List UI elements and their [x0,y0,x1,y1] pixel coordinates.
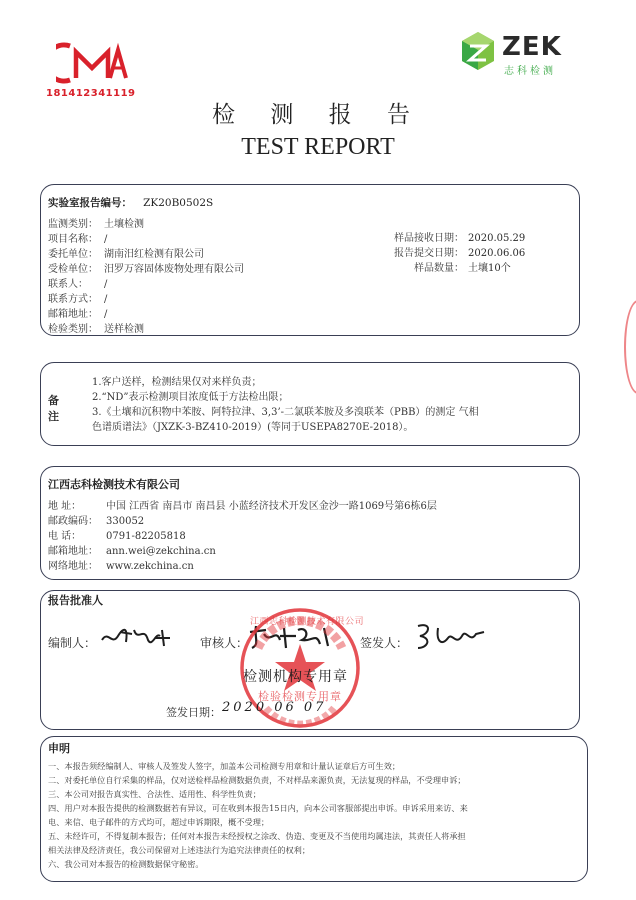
declaration-line: 五、未经许可，不得复制本报告；任何对本报告未经授权之涂改、伪造、变更及不当使用均属违法，其责任人将承担 [48,831,466,841]
info-value: / [104,294,108,305]
declaration-line: 电、来信、电子邮件的方式均可，超过申诉期限，概不受理； [48,817,270,827]
right-value: 2020.05.29 [468,233,526,244]
seal-ring-text: 江西志科检测技术有限公司 [250,617,365,627]
declaration-line: 一、本报告须经编制人、审核人及签发人签字，加盖本公司检测专用章和计量认证章后方可生效； [48,761,401,771]
remark-line: 色谱质谱法》（JXZK-3-BZ410-2019）(等同于USEPA8270E-2018）。 [92,422,414,433]
reviewer-label: 审核人： [200,636,249,650]
cma-logo-icon [56,40,128,86]
right-value: 土壤10个 [468,263,511,274]
info-value: / [104,279,108,290]
info-label: 监测类别： [48,219,98,230]
info-row [48,215,144,229]
approval-title: 报告批准人 [48,594,103,607]
info-row [48,290,107,304]
info-label: 邮箱地址： [48,309,98,320]
declaration-title: 申明 [48,742,70,755]
right-label: 报告提交日期： [394,248,464,259]
info-label: 联系人： [48,279,88,290]
sign-date-value: 2020 06 07 [222,700,327,715]
company-value: 0791-82205818 [106,531,186,542]
company-value: 中国 江西省 南昌市 南昌县 小蓝经济技术开发区金沙一路1069号第6栋6层 [106,501,437,512]
sample-receive-date-row [372,232,525,246]
declaration-line: 二、对委托单位自行采集的样品，仅对送检样品检测数据负责，不对样品来源负责，无法复现的样品，不受理申诉； [48,775,466,785]
info-value: / [104,309,108,320]
declaration-line: 四、用户对本报告提供的检测数据若有异议，可在收到本报告15日内，向本公司客服部提出申诉。申诉采用来访、来 [48,803,468,813]
info-label: 检验类别： [48,324,98,335]
info-row [48,230,107,244]
report-number: ZK20B0502S [143,197,214,209]
company-row [48,512,144,526]
seal-sub-text: 检验检测专用章 [258,690,342,703]
company-row [48,557,194,571]
company-row [48,527,186,541]
right-label: 样品接收日期： [394,233,464,244]
cma-mark [56,40,128,86]
declaration-line: 六、我公司对本报告的检测数据保守秘密。 [48,859,204,869]
company-label: 网络地址： [48,561,98,572]
info-row [48,275,107,289]
info-row [48,260,244,274]
report-number-label: 实验室报告编号： [48,197,132,209]
info-value: 湖南汨红检测有限公司 [104,249,204,260]
info-label: 委托单位： [48,249,98,260]
info-row [48,320,144,334]
info-label: 联系方式： [48,294,98,305]
signer-label: 签发人： [360,636,409,650]
title-cn: 检 测 报 告 [212,102,424,128]
remarks-label-1: 备 [48,394,59,407]
sample-count-row [372,262,511,276]
report-submit-date-row [372,247,525,261]
info-label: 受检单位： [48,264,98,275]
company-row [48,497,437,511]
title-en: TEST REPORT [241,134,395,160]
company-value: 330052 [106,516,145,527]
seal-text: 检测机构专用章 [243,669,348,685]
signer-signature [412,618,492,654]
company-label: 邮箱地址： [48,546,98,557]
sign-date-label: 签发日期： [166,706,221,719]
zek-logo [458,28,588,78]
declaration-line: 相关法律及经济责任，我公司保留对上述违法行为追究法律责任的权利； [48,845,311,855]
remark-line: 3.《土壤和沉积物中苯胺、阿特拉津、3,3’-二氯联苯胺及多溴联苯（PBB）的测定 气相 [92,407,479,418]
zek-hexagon-icon [458,30,498,74]
company-value: ann.wei@zekchina.cn [106,546,216,557]
company-label: 电 话： [48,531,82,542]
info-value: 土壤检测 [104,219,144,230]
report-number-row [48,194,213,208]
edge-stamp-fragment [624,300,636,394]
remarks-label-2: 注 [48,410,59,423]
remark-line: 2.“ND”表示检测项目浓度低于方法检出限； [92,392,289,403]
info-label: 项目名称： [48,234,98,245]
remark-line: 1.客户送样，检测结果仅对来样负责； [92,377,262,388]
editor-signature [98,622,178,652]
info-value: 送样检测 [104,324,144,335]
cert-number: 181412341119 [46,88,136,99]
zek-sub: 志科检测 [504,66,556,77]
company-value: www.zekchina.cn [106,561,194,572]
company-name: 江西志科检测技术有限公司 [48,478,180,491]
right-value: 2020.06.06 [468,248,526,259]
editor-label: 编制人： [48,636,97,650]
declaration-line: 三、本公司对报告真实性、合法性、适用性、科学性负责； [48,789,261,799]
company-label: 邮政编码： [48,516,98,527]
zek-brand: ZEK [502,32,562,62]
info-row [48,245,204,259]
company-label: 地 址： [48,501,82,512]
right-label: 样品数量： [414,263,464,274]
info-row [48,305,107,319]
info-value: / [104,234,108,245]
company-row [48,542,216,556]
info-value: 汨罗万容固体废物处理有限公司 [104,264,244,275]
